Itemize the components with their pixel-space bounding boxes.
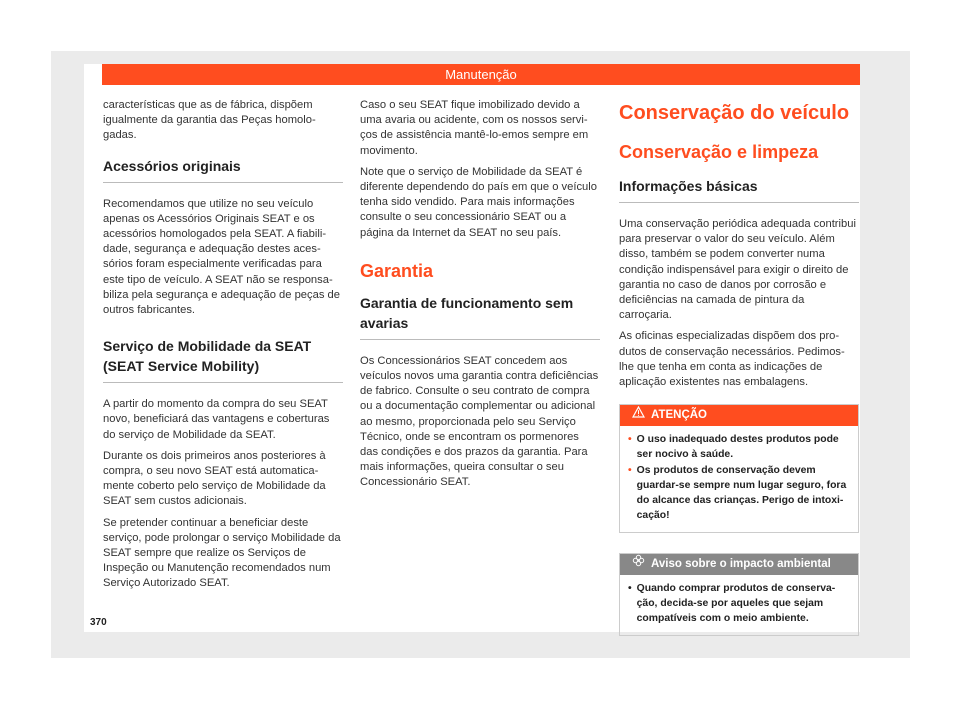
heading-mobilidade: Serviço de Mobilidade da SEAT (SEAT Service Mobility) bbox=[103, 336, 343, 383]
heading-garantia: Garantia bbox=[360, 260, 434, 281]
bullet-icon: • bbox=[628, 434, 632, 446]
paragraph-conservacao: Uma conservação periódica adequada contribui para preservar o valor do seu veículo. Além disso, também se podem converter numa condição indispensável para exigir o direito de garantia no caso de danos por corrosão e deficiências na camada de pintura da carroçaria. bbox=[619, 218, 856, 322]
environment-body bbox=[620, 575, 858, 635]
paragraph-oficinas: As oficinas especializadas dispõem dos produtos de conservação necessários. Pedimos-lhe que tenha em conta as indicações de aplicação existentes nas embalagens. bbox=[619, 330, 845, 389]
column-right bbox=[619, 98, 859, 636]
paragraph-intro: características que as de fábrica, dispõem igualmente da garantia das Peças homologadas. bbox=[103, 99, 316, 142]
paragraph-mobilidade-3: Se pretender continuar a beneficiar deste serviço, pode prolongar o serviço Mobilidade da SEAT sempre que realize os Serviços de Inspeção ou Manutenção recomendados num Serviço Autorizado SEAT. bbox=[103, 516, 341, 590]
flower-icon bbox=[632, 554, 645, 575]
warning-item: • O uso inadequado destes produtos pode ser nocivo à saúde. bbox=[628, 434, 839, 461]
heading-informacoes-basicas: Informações básicas bbox=[619, 176, 859, 203]
environment-box bbox=[619, 553, 859, 636]
heading-conservacao-limpeza: Conservação e limpeza bbox=[619, 142, 819, 162]
warning-item: • Os produtos de conservação devem guardar-se sempre num lugar seguro, fora do alcance das crianças. Perigo de intoxicação! bbox=[628, 465, 847, 522]
paragraph-mobilidade-pais: Note que o serviço de Mobilidade da SEAT é diferente dependendo do país em que o veículo tenha sido vendido. Para mais informações consulte o seu concessionário SEAT ou a página da Internet da SEAT no seu país. bbox=[360, 165, 597, 239]
paragraph-acessorios: Recomendamos que utilize no seu veículo apenas os Acessórios Originais SEAT e os acessórios homologados pela SEAT. A fiabilidade, segurança e adequação destes acessórios foram especialmente verificadas para este tipo de veículo. A SEAT não se responsabiliza pela segurança e adequação de peças de outros fabricantes. bbox=[103, 197, 340, 317]
warning-title: ATENÇÃO bbox=[651, 409, 708, 422]
paragraph-mobilidade-1: A partir do momento da compra do seu SEAT novo, beneficiará das vantagens e coberturas do serviço de Mobilidade da SEAT. bbox=[103, 398, 330, 441]
paragraph-garantia: Os Concessionários SEAT concedem aos veículos novos uma garantia contra deficiências de fabrico. Consulte o seu contrato de compra ou a documentação complementar ou adicional ao mesmo, proporcionada pelo seu Serviço Técnico, onde se encontram os pormenores das condições e dos prazos da garantia. Para mais informações, queira consultar o seu Concessionário SEAT. bbox=[360, 354, 599, 489]
heading-acessorios: Acessórios originais bbox=[103, 156, 343, 183]
chapter-header: Manutenção bbox=[102, 64, 860, 85]
column-middle bbox=[360, 98, 600, 497]
warning-triangle-icon bbox=[632, 405, 645, 426]
warning-body bbox=[620, 426, 858, 532]
page-number: 370 bbox=[90, 617, 107, 628]
paragraph-mobilidade-2: Durante os dois primeiros anos posteriores à compra, o seu novo SEAT está automaticamente coberto pelo serviço de Mobilidade da SEAT sem custos adicionais. bbox=[103, 449, 326, 508]
warning-header bbox=[620, 405, 858, 426]
environment-item: • Quando comprar produtos de conservação, decida-se por aqueles que sejam compatíveis com o meio ambiente. bbox=[628, 583, 836, 625]
warning-box bbox=[619, 404, 859, 533]
column-left bbox=[103, 98, 343, 598]
heading-garantia-funcionamento: Garantia de funcionamento sem avarias bbox=[360, 293, 600, 340]
environment-header bbox=[620, 554, 858, 575]
paragraph-imobilizado: Caso o seu SEAT fique imobilizado devido a uma avaria ou acidente, com os nossos serviços de assistência mantê-lo-emos sempre em movimento. bbox=[360, 99, 589, 157]
heading-conservacao-veiculo: Conservação do veículo bbox=[619, 102, 850, 124]
bullet-icon: • bbox=[628, 583, 632, 595]
bullet-icon: • bbox=[628, 465, 632, 477]
environment-title: Aviso sobre o impacto ambiental bbox=[651, 558, 831, 571]
